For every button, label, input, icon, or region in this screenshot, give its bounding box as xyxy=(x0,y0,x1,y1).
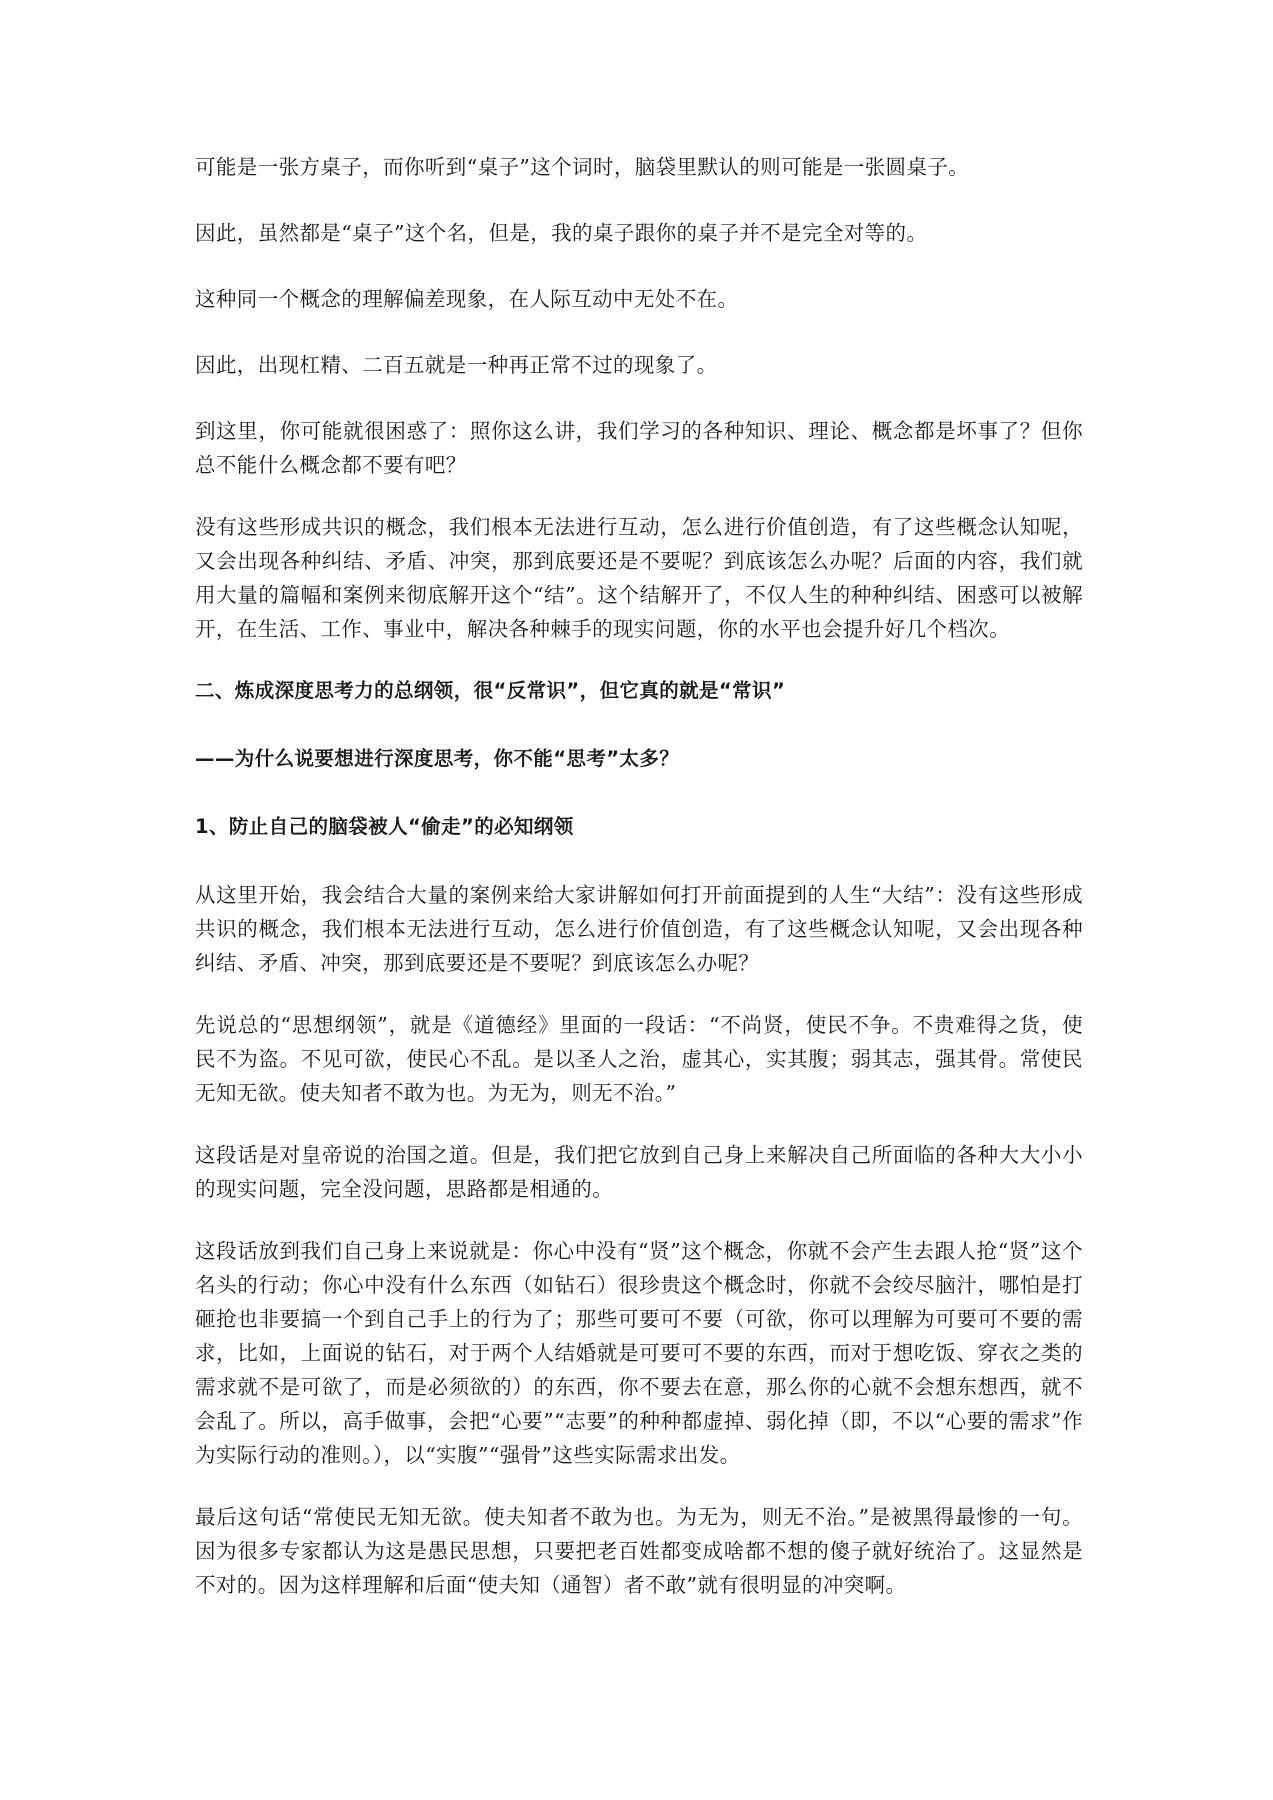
paragraph-final-sentence: 最后这句话“常使民无知无欲。使夫知者不敢为也。为无为，则无不治。”是被黑得最惨的一句。因为很多专家都认为这是愚民思想，只要把老百姓都变成啥都不想的傻子就好统治了。这显然是不对的。因为这样理解和后面“使夫知（通智）者不敢”就有很明显的冲突啊。 xyxy=(195,1505,1083,1597)
paragraph-table-analogy: 可能是一张方桌子，而你听到“桌子”这个词时，脑袋里默认的则可能是一张圆桌子。 xyxy=(195,155,970,179)
paragraph-concept-bias: 这种同一个概念的理解偏差现象，在人际互动中无处不在。 xyxy=(195,287,739,311)
section-title: 二、炼成深度思考力的总纲领，很“反常识”，但它真的就是“常识” xyxy=(195,679,786,702)
paragraph-self-application: 这段话放到我们自己身上来说就是：你心中没有“贤”这个概念，你就不会产生去跟人抢“贤”这个名头的行动；你心中没有什么东西（如钻石）很珍贵这个概念时，你就不会绞尽脑汁，哪怕是打砸抢也非要搞一个到自己手上的行为了；那些可要可不要（可欲，你可以理解为可要可不要的需求，比如，上面说的钻石，对于两个人结婚就是可要可不要的东西，而对于想吃饭、穿衣之类的需求就不是可欲了，而是必须欲的）的东西，你不要去在意，那么你的心就不会想东想西，就不会乱了。所以，高手做事，会把“心要”“志要”的种种都虚掉、弱化掉（即，不以“心要的需求”作为实际行动的准则。），以“实腹”“强骨”这些实际需求出发。 xyxy=(195,1239,1083,1467)
paragraph-confusion: 到这里，你可能就很困惑了：照你这么讲，我们学习的各种知识、理论、概念都是坏事了？但你总不能什么概念都不要有吧？ xyxy=(195,419,1083,477)
paragraph-start-cases: 从这里开始，我会结合大量的案例来给大家讲解如何打开前面提到的人生“大结”：没有这些形成共识的概念，我们根本无法进行互动，怎么进行价值创造，有了这些概念认知呢，又会出现各种纠结、矛盾、冲突，那到底要还是不要呢？到底该怎么办呢？ xyxy=(195,883,1083,975)
paragraph-table-not-equal: 因此，虽然都是“桌子”这个名，但是，我的桌子跟你的桌子并不是完全对等的。 xyxy=(195,221,928,245)
subsection-title: 1、防止自己的脑袋被人“偷走”的必知纲领 xyxy=(195,815,574,838)
paragraph-daodejing-quote: 先说总的“思想纲领”，就是《道德经》里面的一段话：“不尚贤，使民不争。不贵难得之货，使民不为盗。不见可欲，使民心不乱。是以圣人之治，虚其心，实其腹；弱其志，强其骨。常使民无知无欲。使夫知者不敢为也。为无为，则无不治。” xyxy=(195,1013,1083,1105)
paragraph-untie-knot: 没有这些形成共识的概念，我们根本无法进行互动，怎么进行价值创造，有了这些概念认知呢，又会出现各种纠结、矛盾、冲突，那到底要还是不要呢？到底该怎么办呢？后面的内容，我们就用大量的篇幅和案例来彻底解开这个“结”。这个结解开了，不仅人生的种种纠结、困惑可以被解开，在生活、工作、事业中，解决各种棘手的现实问题，你的水平也会提升好几个档次。 xyxy=(195,515,1083,641)
section-subtitle: ——为什么说要想进行深度思考，你不能“思考”太多？ xyxy=(195,747,680,770)
paragraph-normal-phenomenon: 因此，出现杠精、二百五就是一种再正常不过的现象了。 xyxy=(195,353,718,377)
paragraph-governance: 这段话是对皇帝说的治国之道。但是，我们把它放到自己身上来解决自己所面临的各种大大小小的现实问题，完全没问题，思路都是相通的。 xyxy=(195,1143,1083,1201)
